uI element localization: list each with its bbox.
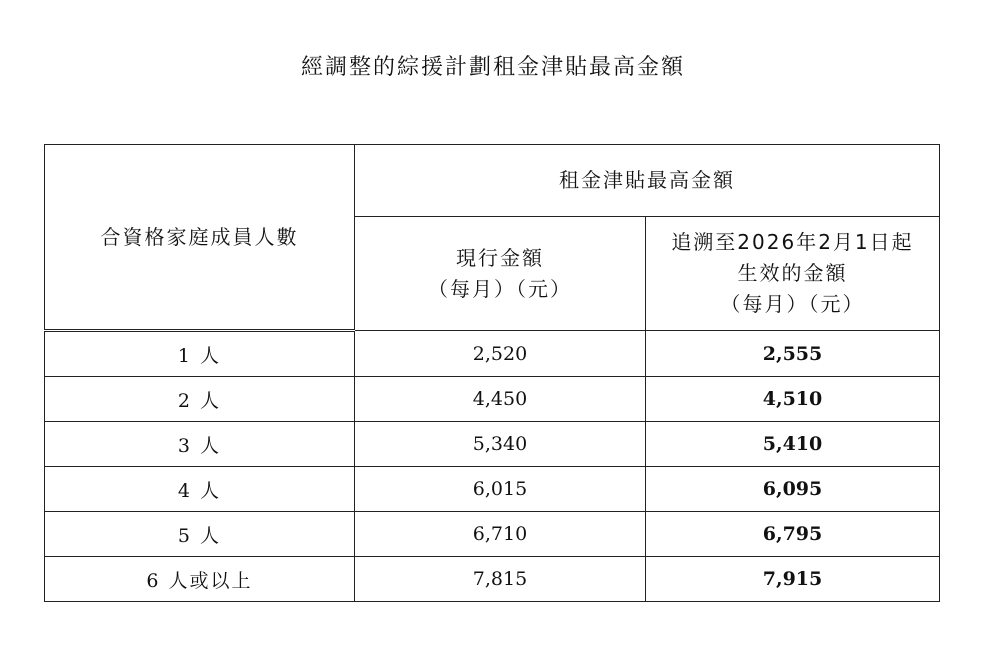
current-amount-cell: 6,015 bbox=[355, 467, 646, 512]
table-row bbox=[45, 422, 940, 467]
revised-amount-cell: 6,795 bbox=[646, 512, 940, 557]
header-current-amount bbox=[355, 217, 646, 331]
table-row bbox=[45, 331, 940, 377]
household-size-cell: 5 人 bbox=[45, 512, 355, 557]
table-row bbox=[45, 557, 940, 602]
current-amount-cell: 7,815 bbox=[355, 557, 646, 602]
revised-amount-cell: 2,555 bbox=[646, 331, 940, 377]
household-size-cell: 1 人 bbox=[45, 331, 355, 377]
revised-amount-cell: 4,510 bbox=[646, 377, 940, 422]
household-size-cell: 2 人 bbox=[45, 377, 355, 422]
current-amount-cell: 6,710 bbox=[355, 512, 646, 557]
household-size-cell: 4 人 bbox=[45, 467, 355, 512]
header-revised-line3: （每月）（元） bbox=[720, 292, 865, 316]
revised-amount-cell: 5,410 bbox=[646, 422, 940, 467]
household-size-cell: 6 人或以上 bbox=[45, 557, 355, 602]
revised-amount-cell: 6,095 bbox=[646, 467, 940, 512]
table-body bbox=[45, 331, 940, 602]
header-revised-amount bbox=[646, 217, 940, 331]
header-max-allowance-group: 租金津貼最高金額 bbox=[355, 145, 940, 217]
table-header bbox=[45, 145, 940, 331]
revised-amount-cell: 7,915 bbox=[646, 557, 940, 602]
header-revised-line2: 生效的金額 bbox=[737, 261, 848, 285]
current-amount-cell: 4,450 bbox=[355, 377, 646, 422]
table-row bbox=[45, 377, 940, 422]
header-revised-line1: 追溯至2026年2月1日起 bbox=[671, 230, 914, 254]
table-row bbox=[45, 467, 940, 512]
header-current-line1: 現行金額 bbox=[456, 245, 544, 270]
header-current-line2: （每月）（元） bbox=[428, 276, 572, 301]
table-row bbox=[45, 512, 940, 557]
rent-allowance-table bbox=[44, 144, 940, 602]
header-household-size: 合資格家庭成員人數 bbox=[45, 145, 355, 331]
document-title: 經調整的綜援計劃租金津貼最高金額 bbox=[300, 55, 685, 80]
current-amount-cell: 2,520 bbox=[355, 331, 646, 377]
household-size-cell: 3 人 bbox=[45, 422, 355, 467]
current-amount-cell: 5,340 bbox=[355, 422, 646, 467]
